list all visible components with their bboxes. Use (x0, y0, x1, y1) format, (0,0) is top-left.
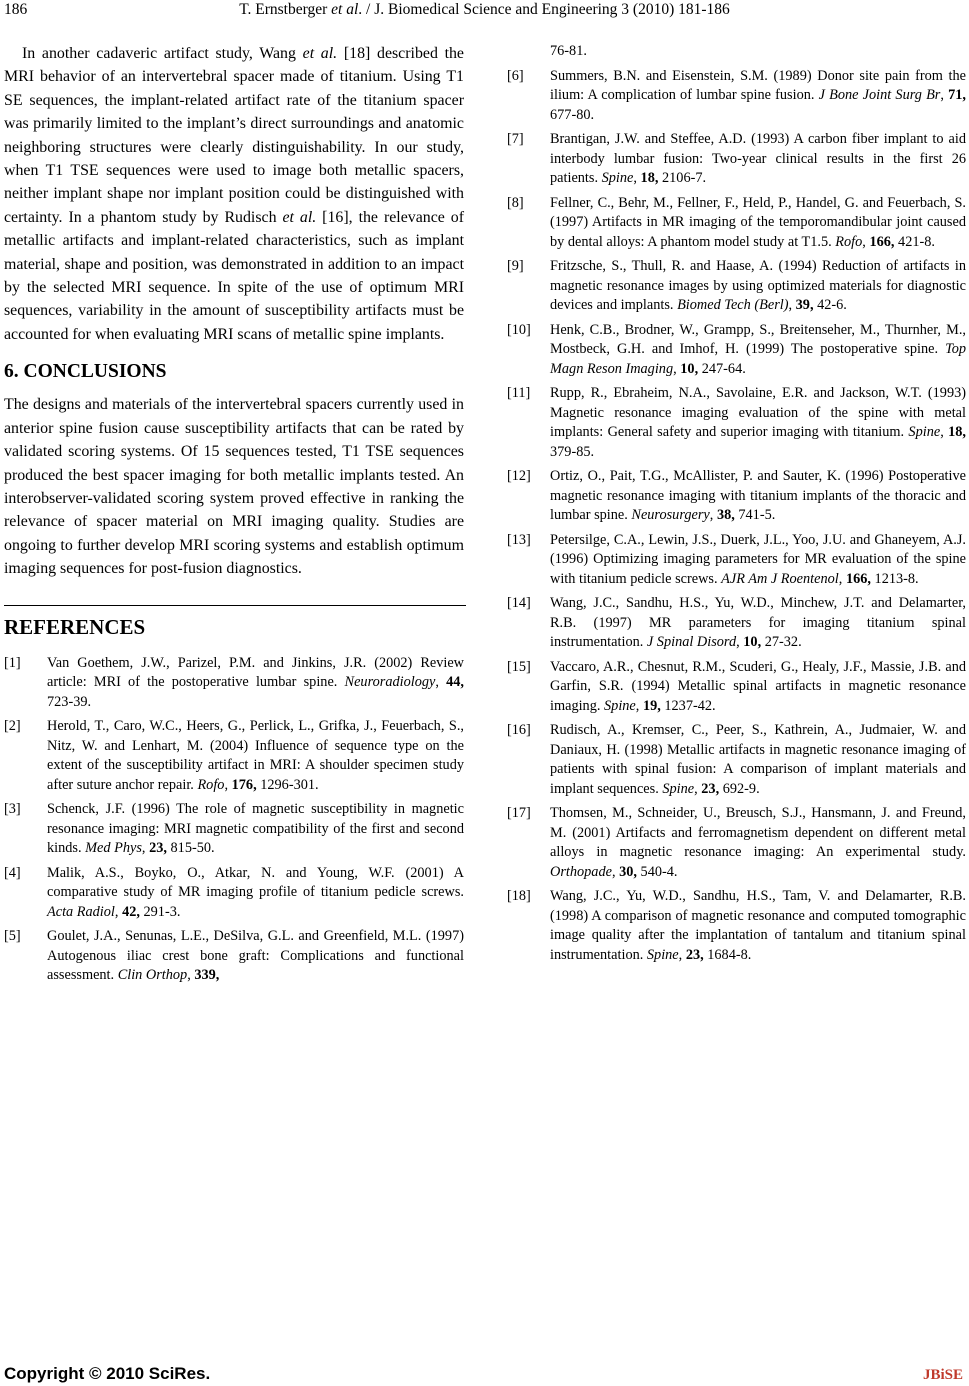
page-footer (0, 1364, 969, 1386)
page-header (0, 0, 969, 24)
reference-item (507, 658, 966, 717)
reference-text: Herold, T., Caro, W.C., Heers, G., Perlick, L., Grifka, J., Feuerbach, S., Nitz, W. and Lenhart, M. (2004) Influence of sequence type on the extent of the susceptibility artifact in MRI: A shoulder specimen study after suture anchor repair. Rofo, 176, 1296-301. (47, 718, 464, 793)
reference-item (507, 384, 966, 462)
reference-item (507, 321, 966, 380)
reference-number: [16] (507, 722, 531, 738)
reference-item (4, 864, 464, 923)
reference-text: Van Goethem, J.W., Parizel, P.M. and Jinkins, J.R. (2002) Review article: MRI of the postoperative lumbar spine. Neuroradiology, 44, 723-39. (47, 654, 464, 710)
conclusions-heading: 6. CONCLUSIONS (4, 361, 167, 383)
reference-number: [1] (4, 654, 21, 671)
reference-item (507, 257, 966, 316)
reference-text: Rupp, R., Ebraheim, N.A., Savolaine, E.R. and Jackson, W.T. (1993) Magnetic resonance imaging evaluation of the spine with metal implants: General safety and superior imaging with titanium. Spine, 18, 379-85. (550, 385, 966, 460)
reference-item (507, 67, 966, 126)
reference-item (4, 927, 464, 986)
reference-number: [3] (4, 801, 21, 818)
references-heading: REFERENCES (4, 614, 146, 639)
reference-item (4, 800, 464, 859)
reference-number: [5] (4, 928, 21, 945)
reference-number: [18] (507, 888, 531, 904)
right-column (507, 42, 966, 970)
reference-text: Petersilge, C.A., Lewin, J.S., Duerk, J.L., Yoo, J.U. and Ghaneyem, A.J. (1996) Optimizing imaging parameters for MR evaluation of the spine with titanium pedicle screws. AJR Am J Roentenol, 166, 1213-8. (550, 531, 966, 587)
page-number: 186 (4, 1, 28, 18)
reference-item (507, 194, 966, 253)
reference-number: [9] (507, 258, 524, 274)
journal-abbreviation: JBiSE (922, 1367, 963, 1383)
section-divider (4, 605, 466, 606)
reference-number: [8] (507, 194, 524, 211)
running-head: T. Ernstberger et al. / J. Biomedical Science and Engineering 3 (2010) 181-186 (239, 1, 730, 18)
reference-number: [2] (4, 718, 21, 735)
reference-number: [17] (507, 805, 531, 821)
reference-text: Henk, C.B., Brodner, W., Grampp, S., Breitenseher, M., Thurnher, M., Mostbeck, G.H. and Imhof, H. (1999) The postoperative spine. Top Magn Reson Imaging, 10, 247-64. (550, 321, 966, 377)
left-column (4, 42, 464, 991)
reference-continuation: 76-81. (550, 43, 587, 59)
reference-item (507, 721, 966, 799)
reference-text: Malik, A.S., Boyko, O., Atkar, N. and Young, W.F. (2001) A comparative study of MR imaging profile of titanium pedicle screws. Acta Radiol, 42, 291-3. (47, 864, 464, 920)
reference-item (507, 804, 966, 882)
reference-text: Fritzsche, S., Thull, R. and Haase, A. (1994) Reduction of artifacts in magnetic resonance images by using optimized materials for diagnostic devices and implants. Biomed Tech (Berl), 39, 42-6. (550, 258, 966, 313)
reference-text: Summers, B.N. and Eisenstein, S.M. (1989) Donor site pain from the ilium: A complication of lumbar spine fusion. J Bone Joint Surg Br, 71, 677-80. (550, 67, 966, 123)
reference-text: Ortiz, O., Pait, T.G., McAllister, P. and Sauter, K. (1996) Postoperative magnetic resonance imaging with titanium implants of the thoracic and lumbar spine. Neurosurgery, 38, 741-5. (550, 468, 966, 523)
reference-item (507, 531, 966, 590)
reference-text: Vaccaro, A.R., Chesnut, R.M., Scuderi, G., Healy, J.F., Massie, J.B. and Garfin, S.R. (1994) Metallic spinal artifacts in magnetic resonance imaging. Spine, 19, 1237-42. (550, 658, 966, 714)
reference-text: Wang, J.C., Sandhu, H.S., Yu, W.D., Minchew, J.T. and Delamarter, R.B. (1997) MR parameters for imaging titanium spinal instrumentation. J Spinal Disord, 10, 27-32. (550, 595, 966, 650)
reference-number: [10] (507, 321, 531, 338)
reference-number: [13] (507, 531, 531, 548)
reference-number: [15] (507, 658, 531, 675)
reference-item (4, 717, 464, 795)
reference-text: Wang, J.C., Yu, W.D., Sandhu, H.S., Tam, V. and Delamarter, R.B. (1998) A comparison of magnetic resonance and computed tomographic image quality after the implantation of tantalum and titanium spinal instrumentation. Spine, 23, 1684-8. (550, 888, 966, 963)
reference-number: [7] (507, 131, 524, 147)
reference-item (4, 654, 464, 713)
reference-list-left (4, 654, 464, 986)
reference-number: [11] (507, 385, 531, 401)
reference-number: [12] (507, 468, 531, 484)
reference-item (507, 130, 966, 189)
reference-text: Fellner, C., Behr, M., Fellner, F., Held, P., Handel, G. and Feuerbach, S. (1997) Artifacts in MR imaging of the temporomandibular joint caused by dental alloys: A phantom model study at T1.5. Rofo, 166, 421-8. (550, 194, 966, 250)
reference-text: Goulet, J.A., Senunas, L.E., DeSilva, G.L. and Greenfield, M.L. (1997) Autogenous iliac crest bone graft: Complications and functional assessment. Clin Orthop, 339, (47, 928, 464, 984)
reference-text: Thomsen, M., Schneider, U., Breusch, S.J., Hansmann, J. and Freund, M. (2001) Artifacts and ferromagnetism dependent on different metal alloys in magnetic resonance imaging: An experimental study. Orthopade, 30, 540-4. (550, 805, 966, 880)
reference-number: [14] (507, 595, 531, 611)
reference-text: Rudisch, A., Kremser, C., Peer, S., Kathrein, A., Judmaier, W. and Daniaux, H. (1998) Metallic artifacts in magnetic resonance imaging of patients with spinal fusion: A comparison of implant materials and implant sequences. Spine, 23, 692-9. (550, 722, 966, 797)
reference-number: [4] (4, 864, 21, 881)
reference-text: Brantigan, J.W. and Steffee, A.D. (1993) A carbon fiber implant to aid interbody lumbar fusion: Two-year clinical results in the first 26 patients. Spine, 18, 2106-7. (550, 131, 966, 186)
conclusions-paragraph: The designs and materials of the intervertebral spacers currently used in anterior spine fusion cause susceptibility artifacts that can be rated by validated scoring systems. Of 15 sequences tested, T1 TSE sequences produced the best spacer imaging for both metallic implants tested. An interobserver-validated scoring system proved effective in ranking the relevance of spacer material on MRI imaging quality. Studies are ongoing to further develop MRI scoring systems and establish optimum imaging sequences for post-fusion diagnostics. (4, 396, 464, 578)
reference-item (507, 887, 966, 965)
copyright-notice: Copyright © 2010 SciRes. (4, 1364, 211, 1383)
reference-number: [6] (507, 67, 524, 84)
reference-item (507, 594, 966, 653)
reference-text: Schenck, J.F. (1996) The role of magnetic susceptibility in magnetic resonance imaging: MRI magnetic compatibility of the first and second kinds. Med Phys, 23, 815-50. (47, 801, 464, 857)
discussion-paragraph: In another cadaveric artifact study, Wang et al. [18] described the MRI behavior of an intervertebral spacer made of titanium. Using T1 SE sequences, the implant-related artifact rate of the titanium spacer was primarily limited to the implant’s direct surroundings and anatomic neighboring structures were clearly distinguishability. In our study, when T1 TSE sequences were used to image both metallic spacers, neither implant shape nor implant position could be distinguished with certainty. In a phantom study by Rudisch et al. [16], the relevance of metallic artifacts and implant-related characteristics, such as implant material, shape and position, was demonstrated in addition to an impact by the selected MRI sequence. In spite of the use of optimum MRI sequences, variability in the amount of susceptibility artifacts must be accounted for when evaluating MRI scans of metallic spine implants. (4, 45, 464, 343)
reference-list-right (507, 67, 966, 966)
reference-item (507, 467, 966, 526)
